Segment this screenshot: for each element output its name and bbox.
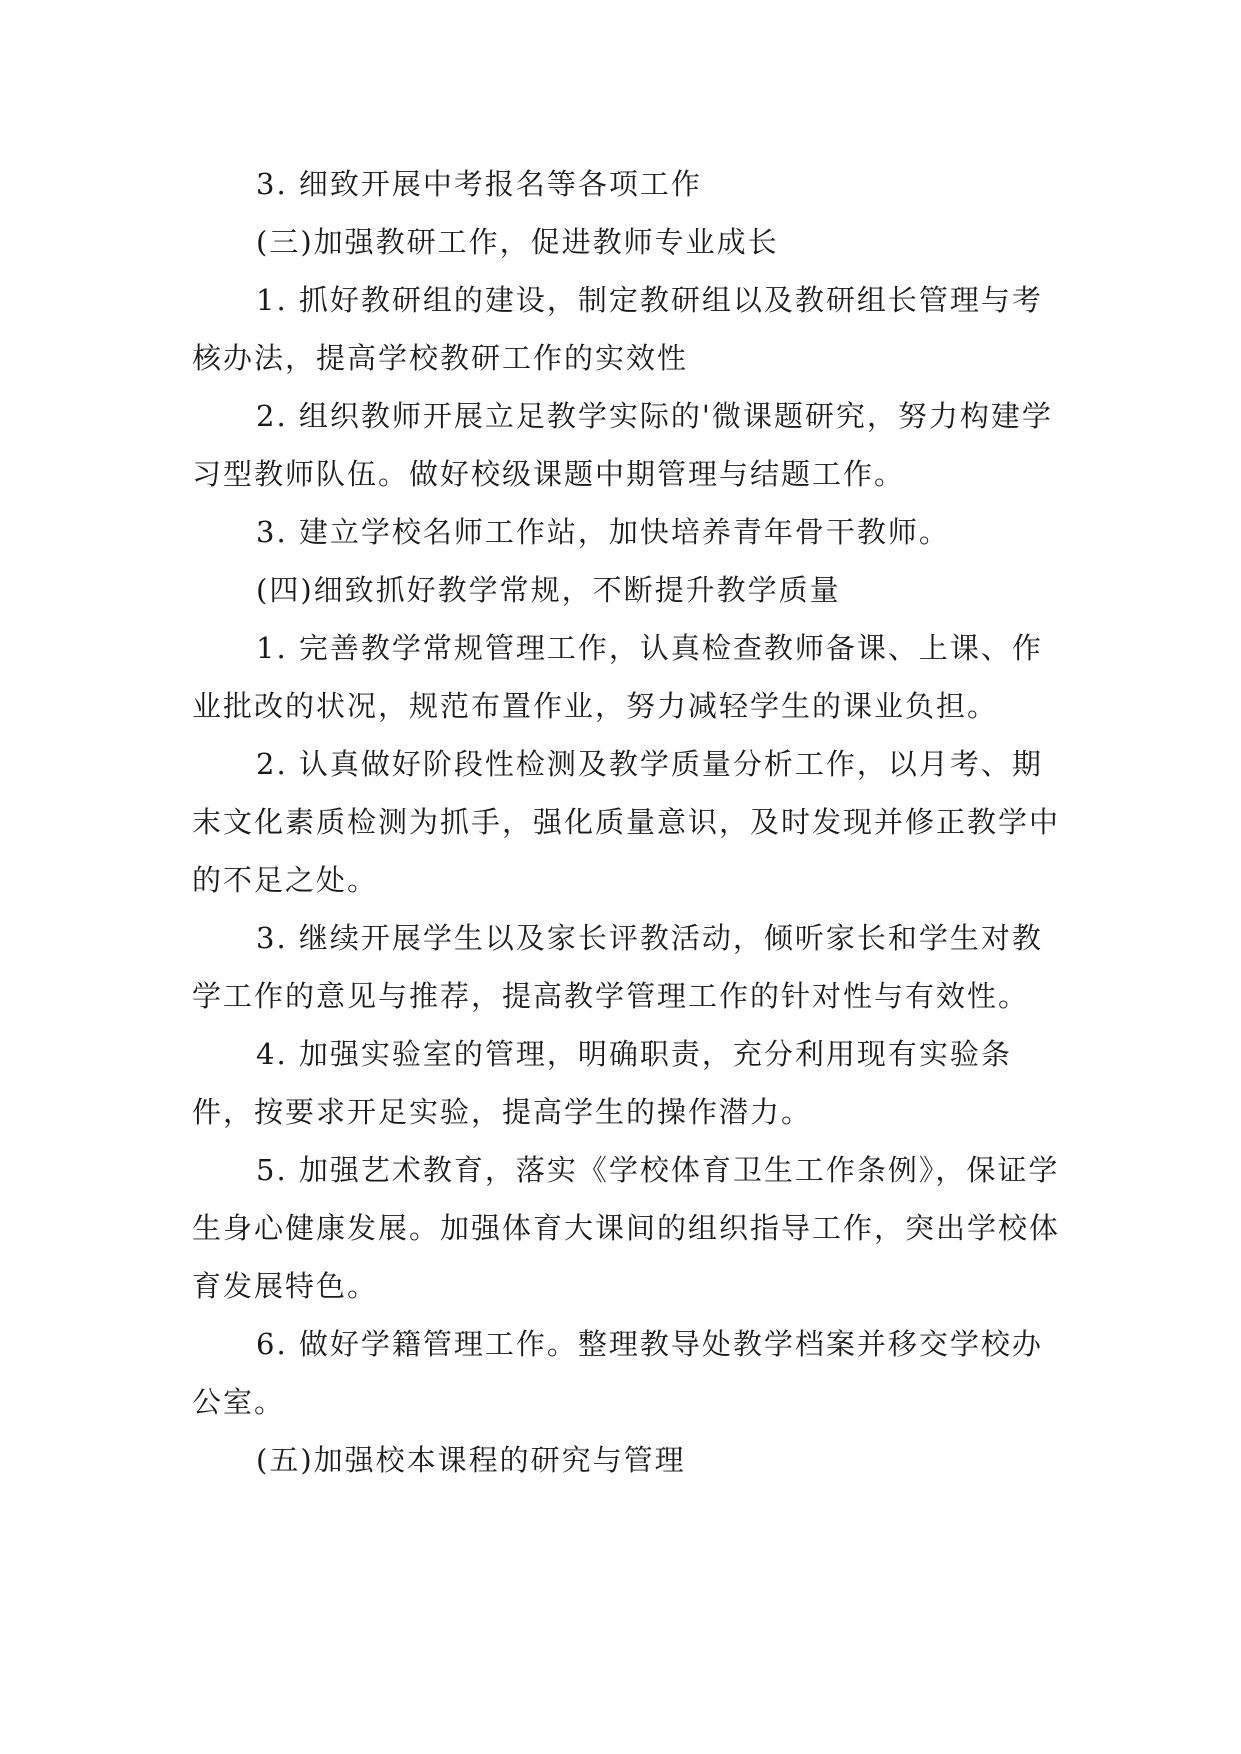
paragraph-item-2-quality-analysis: 2. 认真做好阶段性检测及教学质量分析工作，以月考、期末文化素质检测为抓手，强化质量意识，及时发现并修正教学中的不足之处。 xyxy=(192,747,1061,897)
paragraph-item-1-teaching-routine: 1. 完善教学常规管理工作，认真检查教师备课、上课、作业批改的状况，规范布置作业，努力减轻学生的课业负担。 xyxy=(192,631,1043,723)
paragraph-item-4-laboratory: 4. 加强实验室的管理，明确职责，充分利用现有实验条件，按要求开足实验，提高学生的操作潜力。 xyxy=(192,1037,1012,1129)
document-body xyxy=(192,155,1062,1489)
paragraph-item-6-student-records: 6. 做好学籍管理工作。整理教导处教学档案并移交学校办公室。 xyxy=(192,1327,1043,1419)
section-heading-4: (四)细致抓好教学常规，不断提升教学质量 xyxy=(256,573,841,607)
section-heading-3: (三)加强教研工作，促进教师专业成长 xyxy=(256,225,779,259)
paragraph-item-1-research-group: 1. 抓好教研组的建设，制定教研组以及教研组长管理与考核办法，提高学校教研工作的实效性 xyxy=(192,283,1043,375)
paragraph-item-2-micro-research: 2. 组织教师开展立足教学实际的'微课题研究，努力构建学习型教师队伍。做好校级课题中期管理与结题工作。 xyxy=(192,399,1053,491)
section-heading-5: (五)加强校本课程的研究与管理 xyxy=(256,1443,686,1477)
paragraph-item-3-exam-registration: 3. 细致开展中考报名等各项工作 xyxy=(256,167,702,201)
paragraph-item-5-arts-education: 5. 加强艺术教育，落实《学校体育卫生工作条例》，保证学生身心健康发展。加强体育大课间的组织指导工作，突出学校体育发展特色。 xyxy=(192,1153,1061,1303)
paragraph-item-3-evaluation: 3. 继续开展学生以及家长评教活动，倾听家长和学生对教学工作的意见与推荐，提高教学管理工作的针对性与有效性。 xyxy=(192,921,1043,1013)
paragraph-item-3-teacher-workstation: 3. 建立学校名师工作站，加快培养青年骨干教师。 xyxy=(256,515,950,549)
